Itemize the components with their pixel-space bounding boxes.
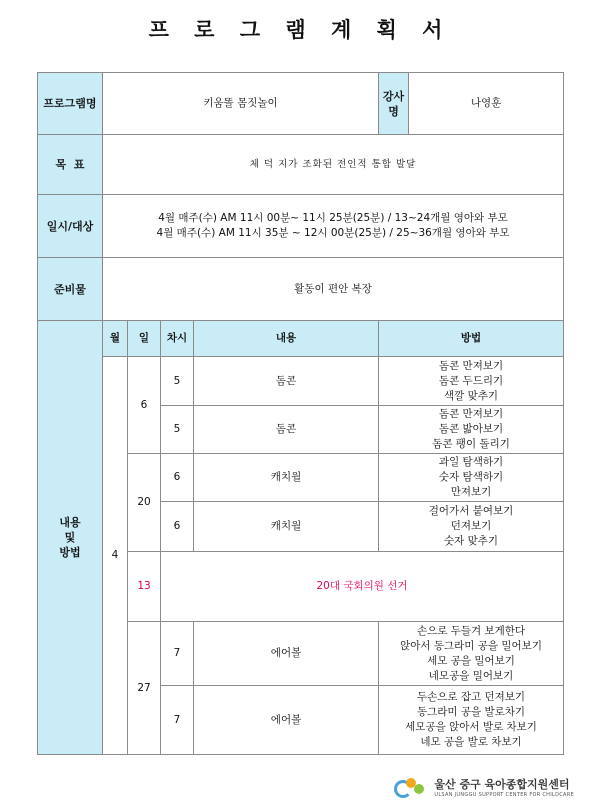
method-value — [379, 622, 564, 686]
label-content-method — [38, 321, 103, 755]
content-value: 에어볼 — [194, 622, 379, 686]
method-line: 숫자 탐색하기 — [438, 471, 504, 483]
session-value: 7 — [161, 686, 194, 755]
method-line: 네모 공을 발로 차보기 — [420, 736, 522, 748]
header-method: 방법 — [379, 321, 564, 357]
goal-value: 체 덕 지가 조화된 전인적 통합 발달 — [103, 135, 564, 195]
content-value: 캐치월 — [194, 502, 379, 552]
content-value: 돔콘 — [194, 357, 379, 406]
label-program-name: 프로그램명 — [38, 73, 103, 135]
notice-text: 20대 국회의원 선거 — [161, 552, 564, 622]
row-goal — [38, 135, 564, 195]
label-line: 방법 — [59, 546, 81, 559]
table-row — [38, 357, 564, 406]
schedule-value — [103, 195, 564, 258]
document-title: 프 로 그 램 계 획 서 — [148, 18, 452, 42]
method-value — [379, 357, 564, 406]
label-materials: 준비물 — [38, 258, 103, 321]
center-logo-icon — [394, 776, 428, 798]
method-line: 앉아서 동그라미 공을 밀어보기 — [400, 639, 542, 652]
row-table-header — [38, 321, 564, 357]
label-instructor: 강사명 — [379, 73, 409, 135]
org-name-ko: 울산 중구 육아종합지원센터 — [434, 778, 570, 791]
method-line: 돔콘 만져보기 — [438, 359, 504, 372]
schedule-line: 4월 매주(수) AM 11시 00분~ 11시 25분(25분) / 13~24개월 영아와 부모 — [158, 212, 508, 224]
method-value — [379, 502, 564, 552]
method-line: 두손으로 잡고 던져보기 — [416, 691, 526, 703]
method-line: 만져보기 — [450, 486, 492, 498]
method-value — [379, 686, 564, 755]
method-line: 돔콘 팽이 돌리기 — [432, 438, 510, 450]
label-line: 및 — [64, 531, 76, 544]
session-value: 6 — [161, 454, 194, 502]
label-schedule: 일시/대상 — [38, 195, 103, 258]
method-line: 과일 탐색하기 — [438, 456, 504, 468]
method-line: 색깔 맞추기 — [444, 389, 499, 402]
session-value: 7 — [161, 622, 194, 686]
method-line: 던져보기 — [450, 520, 492, 532]
content-value: 돔콘 — [194, 406, 379, 454]
method-line: 세모 공을 밀어보기 — [427, 654, 515, 667]
method-line: 손으로 두들겨 보게한다 — [416, 624, 526, 637]
schedule-line: 4월 매주(수) AM 11시 35분 ~ 12시 00분(25분) / 25~36개월 영아와 부모 — [156, 227, 510, 239]
method-line: 동그라미 공을 발로차기 — [416, 706, 526, 718]
row-schedule — [38, 195, 564, 258]
instructor-value: 나영훈 — [409, 73, 564, 135]
header-session: 차시 — [161, 321, 194, 357]
session-value: 6 — [161, 502, 194, 552]
materials-value: 활동이 편안 복장 — [103, 258, 564, 321]
org-name-en: ULSAN JUNGGU SUPPORT CENTER FOR CHILDCARE — [434, 792, 574, 798]
program-plan-table — [37, 72, 564, 755]
day-value: 27 — [128, 622, 161, 755]
method-line: 세모공을 앉아서 발로 차보기 — [405, 721, 537, 733]
footer-org — [394, 776, 574, 798]
method-line: 네모공을 밀어보기 — [428, 669, 514, 682]
method-line: 숫자 맞추기 — [444, 535, 499, 547]
session-value: 5 — [161, 406, 194, 454]
method-value — [379, 406, 564, 454]
content-value: 에어볼 — [194, 686, 379, 755]
day-value: 6 — [128, 357, 161, 454]
label-goal: 목 표 — [38, 135, 103, 195]
month-value: 4 — [103, 357, 128, 755]
method-line: 돔콘 밟아보기 — [438, 423, 504, 435]
session-value: 5 — [161, 357, 194, 406]
header-content: 내용 — [194, 321, 379, 357]
content-value: 캐치월 — [194, 454, 379, 502]
method-line: 돔콘 두드리기 — [438, 374, 504, 387]
method-line: 돔콘 만져보기 — [438, 408, 504, 420]
header-day: 일 — [128, 321, 161, 357]
day-value: 13 — [128, 552, 161, 622]
method-line: 걸어가서 붙여보기 — [428, 505, 514, 517]
row-materials — [38, 258, 564, 321]
day-value: 20 — [128, 454, 161, 552]
label-line: 내용 — [59, 516, 81, 529]
header-month: 월 — [103, 321, 128, 357]
program-name-value: 키움똘 몸짓놀이 — [103, 73, 379, 135]
row-program-name — [38, 73, 564, 135]
method-value — [379, 454, 564, 502]
